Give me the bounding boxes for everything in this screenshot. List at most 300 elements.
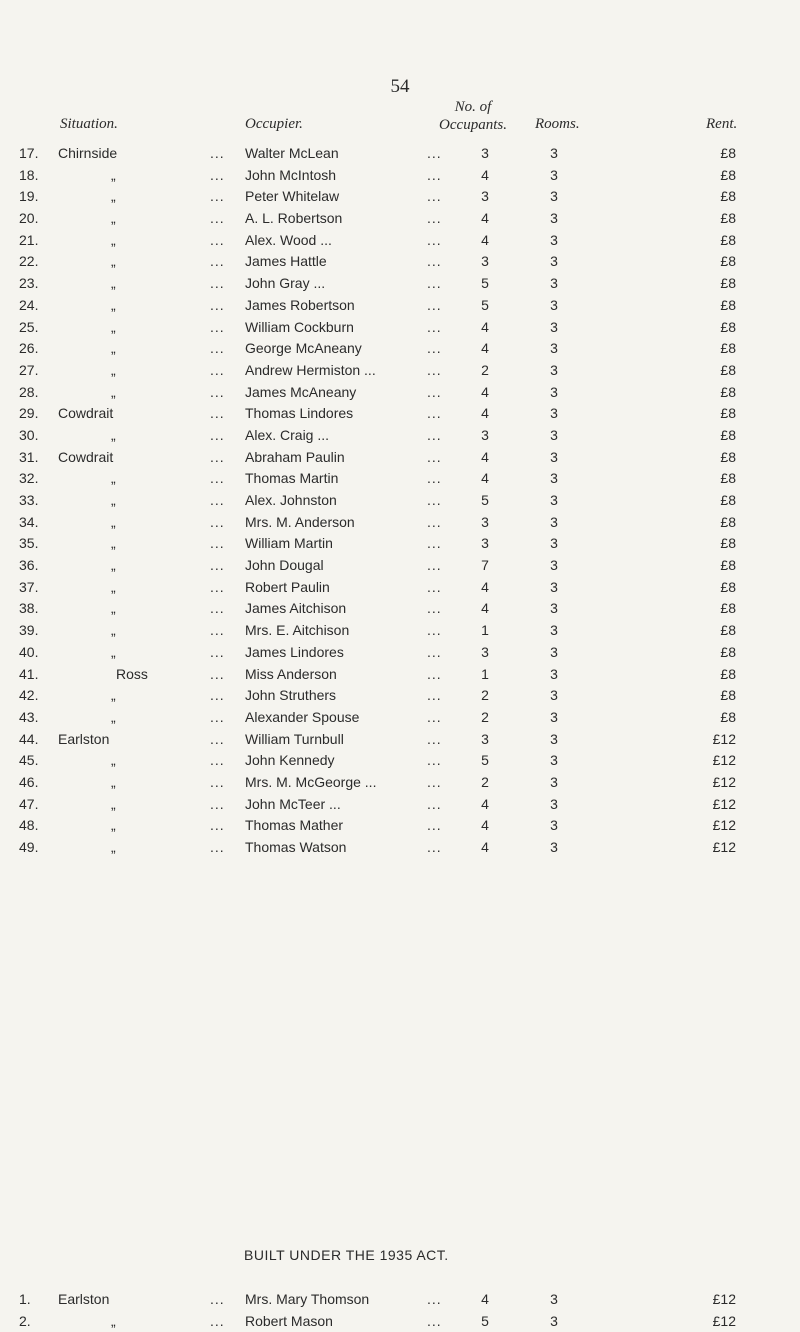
leader-dots: ... [210,513,225,530]
row-number: 46. [19,773,39,790]
rooms-cell: 3 [550,145,558,161]
leader-dots: ... [427,708,442,725]
occupier-cell: James Hattle [245,253,327,270]
occupants-cell: 2 [481,687,489,704]
row-number: 29. [19,405,39,422]
situation-cell: „ [111,687,116,704]
situation-cell: „ [111,361,116,378]
leader-dots: ... [210,600,225,617]
occupants-cell: 2 [481,773,489,790]
situation-cell: „ [111,839,116,855]
rent-cell: £8 [720,361,736,378]
table-row [0,707,800,729]
occupants-cell: 4 [481,839,489,855]
leader-dots: ... [210,730,225,747]
situation-cell: „ [111,643,116,660]
situation-cell: Earlston [58,1291,110,1307]
row-number: 23. [19,275,39,292]
table-row [0,729,800,751]
leader-dots: ... [210,557,225,574]
occupier-cell: Thomas Watson [245,839,347,855]
rent-cell: £8 [720,470,736,487]
row-number: 1. [19,1291,31,1307]
rent-cell: £12 [712,773,736,790]
leader-dots: ... [210,275,225,292]
row-number: 32. [19,470,39,487]
rooms-cell: 3 [550,383,558,400]
leader-dots: ... [210,492,225,508]
rooms-cell: 3 [550,188,558,205]
occupier-cell: Andrew Hermiston ... [245,361,376,378]
occupants-cell: 4 [481,405,489,422]
leader-dots: ... [427,622,442,639]
rent-cell: £8 [720,296,736,313]
rooms-cell: 3 [550,730,558,747]
occupier-cell: Alex. Craig ... [245,426,330,443]
situation-cell: Chirnside [58,145,118,161]
situation-cell: „ [111,578,116,595]
table-row [0,165,800,187]
occupier-cell: Robert Mason [245,1312,333,1329]
occupants-cell: 4 [481,340,489,357]
leader-dots: ... [427,426,442,443]
occupants-cell: 4 [481,578,489,595]
leader-dots: ... [427,513,442,530]
rent-cell: £8 [720,188,736,205]
rent-cell: £8 [720,600,736,617]
row-number: 44. [19,730,39,747]
table-row [0,490,800,512]
situation-cell: „ [111,188,116,205]
leader-dots: ... [427,448,442,465]
occupier-cell: Abraham Paulin [245,448,345,465]
situation-cell: „ [111,1312,116,1329]
table-row [0,664,800,686]
leader-dots: ... [427,665,442,682]
table-row [0,317,800,339]
rooms-cell: 3 [550,600,558,617]
row-number: 49. [19,839,39,855]
table-row [0,338,800,360]
rooms-cell: 3 [550,752,558,769]
rooms-cell: 3 [550,448,558,465]
rooms-cell: 3 [550,578,558,595]
leader-dots: ... [427,318,442,335]
leader-dots: ... [210,426,225,443]
leader-dots: ... [427,188,442,205]
leader-dots: ... [427,275,442,292]
leader-dots: ... [210,578,225,595]
rent-cell: £8 [720,340,736,357]
rent-cell: £8 [720,492,736,508]
situation-cell: „ [111,492,116,508]
leader-dots: ... [427,1312,442,1329]
occupants-cell: 3 [481,145,489,161]
rent-cell: £8 [720,448,736,465]
leader-dots: ... [210,210,225,227]
row-number: 27. [19,361,39,378]
rooms-cell: 3 [550,839,558,855]
header-occupants-top: No. of [454,99,492,115]
leader-dots: ... [427,752,442,769]
leader-dots: ... [427,231,442,248]
occupier-cell: William Turnbull [245,730,344,747]
leader-dots: ... [210,448,225,465]
leader-dots: ... [427,578,442,595]
leader-dots: ... [427,1291,442,1307]
row-number: 42. [19,687,39,704]
rooms-cell: 3 [550,231,558,248]
occupants-cell: 4 [481,383,489,400]
occupants-cell: 1 [481,622,489,639]
situation-cell: Earlston [58,730,110,747]
occupants-cell: 4 [481,210,489,227]
occupants-cell: 4 [481,231,489,248]
rooms-cell: 3 [550,773,558,790]
table-row [0,685,800,707]
occupants-cell: 4 [481,470,489,487]
rent-cell: £12 [712,795,736,812]
table-row [0,186,800,208]
occupier-cell: Mrs. Mary Thomson [245,1291,370,1307]
leader-dots: ... [210,687,225,704]
leader-dots: ... [427,687,442,704]
rooms-cell: 3 [550,492,558,508]
rent-cell: £8 [720,426,736,443]
occupier-cell: Peter Whitelaw [245,188,340,205]
leader-dots: ... [210,361,225,378]
occupier-cell: Walter McLean [245,145,339,161]
occupants-cell: 3 [481,188,489,205]
row-number: 2. [19,1312,31,1329]
table-row [0,447,800,469]
situation-cell: „ [111,426,116,443]
rent-cell: £8 [720,318,736,335]
leader-dots: ... [210,188,225,205]
rooms-cell: 3 [550,318,558,335]
leader-dots: ... [427,210,442,227]
leader-dots: ... [427,492,442,508]
table-row [0,642,800,664]
occupier-cell: Alex. Johnston [245,492,337,508]
occupants-cell: 5 [481,275,489,292]
table-row [0,620,800,642]
rooms-cell: 3 [550,275,558,292]
row-number: 40. [19,643,39,660]
leader-dots: ... [210,752,225,769]
leader-dots: ... [210,383,225,400]
header-rooms: Rooms. [535,116,580,132]
leader-dots: ... [210,318,225,335]
row-number: 34. [19,513,39,530]
row-number: 30. [19,426,39,443]
situation-cell: „ [111,383,116,400]
occupier-cell: Alex. Wood ... [245,231,332,248]
rooms-cell: 3 [550,1312,558,1329]
situation-cell: „ [111,210,116,227]
situation-cell: „ [111,275,116,292]
leader-dots: ... [210,839,225,855]
situation-cell: „ [111,513,116,530]
table-row [0,403,800,425]
table-row [0,143,800,165]
rooms-cell: 3 [550,708,558,725]
row-number: 19. [19,188,39,205]
situation-cell: „ [111,773,116,790]
occupier-cell: John McTeer ... [245,795,341,812]
occupier-cell: John Struthers [245,687,337,704]
occupants-cell: 5 [481,492,489,508]
rent-cell: £8 [720,513,736,530]
leader-dots: ... [210,296,225,313]
leader-dots: ... [427,817,442,834]
table-row [0,468,800,490]
leader-dots: ... [427,340,442,357]
occupants-cell: 1 [481,665,489,682]
leader-dots: ... [427,253,442,270]
occupants-cell: 2 [481,361,489,378]
leader-dots: ... [427,600,442,617]
situation-cell: „ [111,752,116,769]
row-number: 22. [19,253,39,270]
rent-cell: £8 [720,687,736,704]
table-row [0,1289,800,1311]
table-row [0,555,800,577]
leader-dots: ... [427,535,442,552]
situation-cell: Cowdrait [58,448,114,465]
rooms-cell: 3 [550,296,558,313]
table-row [0,425,800,447]
rent-cell: £8 [720,145,736,161]
row-number: 37. [19,578,39,595]
leader-dots: ... [427,361,442,378]
rent-cell: £8 [720,643,736,660]
table-row [0,251,800,273]
table-row [0,772,800,794]
rent-cell: £8 [720,166,736,183]
occupier-cell: Miss Anderson [245,665,337,682]
row-number: 36. [19,557,39,574]
leader-dots: ... [427,296,442,313]
rooms-cell: 3 [550,405,558,422]
rent-cell: £12 [712,730,736,747]
occupier-cell: James Aitchison [245,600,347,617]
situation-cell: „ [111,557,116,574]
occupants-cell: 4 [481,600,489,617]
occupier-cell: James McAneany [245,383,357,400]
occupants-cell: 3 [481,643,489,660]
rent-cell: £12 [712,752,736,769]
row-number: 25. [19,318,39,335]
section-title-text: BUILT UNDER THE 1935 ACT. [244,1247,449,1263]
rooms-cell: 3 [550,535,558,552]
occupants-cell: 4 [481,318,489,335]
table-row [0,577,800,599]
situation-cell: „ [111,166,116,183]
occupier-cell: Alexander Spouse [245,708,360,725]
occupier-cell: Thomas Lindores [245,405,354,422]
leader-dots: ... [427,795,442,812]
leader-dots: ... [210,340,225,357]
leader-dots: ... [210,708,225,725]
occupier-cell: John Gray ... [245,275,326,292]
leader-dots: ... [210,643,225,660]
situation-cell: „ [111,296,116,313]
header-occupier: Occupier. [245,116,303,132]
rooms-cell: 3 [550,1291,558,1307]
occupants-cell: 3 [481,426,489,443]
occupants-cell: 4 [481,166,489,183]
occupier-cell: Mrs. M. Anderson [245,513,355,530]
table-row [0,295,800,317]
leader-dots: ... [427,730,442,747]
rent-cell: £8 [720,708,736,725]
leader-dots: ... [427,383,442,400]
leader-dots: ... [210,795,225,812]
row-number: 28. [19,383,39,400]
row-number: 39. [19,622,39,639]
leader-dots: ... [210,166,225,183]
rent-cell: £8 [720,210,736,227]
occupants-cell: 7 [481,557,489,574]
occupants-cell: 5 [481,1312,489,1329]
table-row [0,533,800,555]
table-row [0,598,800,620]
table-row [0,794,800,816]
row-number: 17. [19,145,39,161]
occupants-cell: 4 [481,448,489,465]
situation-cell: „ [111,622,116,639]
row-number: 38. [19,600,39,617]
occupants-cell: 3 [481,513,489,530]
row-number: 24. [19,296,39,313]
rent-cell: £12 [712,817,736,834]
table-row [0,815,800,837]
situation-cell: „ [111,535,116,552]
situation-cell: „ [111,600,116,617]
row-number: 47. [19,795,39,812]
occupants-cell: 2 [481,708,489,725]
occupier-cell: William Cockburn [245,318,354,335]
occupants-cell: 3 [481,253,489,270]
rent-cell: £8 [720,231,736,248]
rooms-cell: 3 [550,795,558,812]
rent-cell: £8 [720,383,736,400]
rooms-cell: 3 [550,687,558,704]
rooms-cell: 3 [550,643,558,660]
row-number: 41. [19,665,39,682]
row-number: 33. [19,492,39,508]
table-row [0,382,800,404]
header-situation: Situation. [60,116,118,132]
leader-dots: ... [210,817,225,834]
occupier-cell: George McAneany [245,340,362,357]
rent-cell: £8 [720,578,736,595]
occupier-cell: Mrs. E. Aitchison [245,622,350,639]
row-number: 43. [19,708,39,725]
table-row [0,1311,800,1332]
occupier-cell: John Kennedy [245,752,335,769]
rent-cell: £12 [712,1312,736,1329]
row-number: 18. [19,166,39,183]
situation-cell: Ross [116,665,148,682]
situation-cell: „ [111,795,116,812]
occupants-cell: 5 [481,752,489,769]
rent-cell: £8 [720,665,736,682]
occupier-cell: Thomas Mather [245,817,344,834]
rooms-cell: 3 [550,557,558,574]
rooms-cell: 3 [550,166,558,183]
leader-dots: ... [427,145,442,161]
table-row [0,230,800,252]
situation-cell: „ [111,231,116,248]
occupants-cell: 4 [481,795,489,812]
leader-dots: ... [210,470,225,487]
situation-cell: „ [111,318,116,335]
rooms-cell: 3 [550,361,558,378]
leader-dots: ... [210,665,225,682]
rent-cell: £8 [720,405,736,422]
situation-cell: „ [111,340,116,357]
rent-cell: £8 [720,275,736,292]
leader-dots: ... [210,622,225,639]
occupants-cell: 3 [481,730,489,747]
page-number: 54 [390,76,410,97]
leader-dots: ... [210,405,225,422]
table-row [0,512,800,534]
rooms-cell: 3 [550,426,558,443]
leader-dots: ... [427,470,442,487]
leader-dots: ... [210,773,225,790]
leader-dots: ... [427,643,442,660]
situation-cell: „ [111,470,116,487]
table-row [0,837,800,859]
leader-dots: ... [427,773,442,790]
header-occupants-label: Occupants. [439,117,507,133]
leader-dots: ... [210,1291,225,1307]
rooms-cell: 3 [550,340,558,357]
rent-cell: £8 [720,253,736,270]
situation-cell: „ [111,708,116,725]
occupier-cell: Thomas Martin [245,470,339,487]
rooms-cell: 3 [550,817,558,834]
occupier-cell: Robert Paulin [245,578,330,595]
leader-dots: ... [210,231,225,248]
row-number: 21. [19,231,39,248]
rent-cell: £12 [712,1291,736,1307]
occupants-cell: 3 [481,535,489,552]
table-row [0,750,800,772]
occupier-cell: William Martin [245,535,333,552]
row-number: 31. [19,448,39,465]
rooms-cell: 3 [550,665,558,682]
occupier-cell: James Lindores [245,643,344,660]
rooms-cell: 3 [550,622,558,639]
rent-cell: £8 [720,622,736,639]
header-rent: Rent. [706,116,738,132]
row-number: 48. [19,817,39,834]
table-row [0,360,800,382]
leader-dots: ... [427,405,442,422]
row-number: 26. [19,340,39,357]
leader-dots: ... [210,253,225,270]
occupier-cell: A. L. Robertson [245,210,343,227]
occupants-cell: 4 [481,1291,489,1307]
rooms-cell: 3 [550,253,558,270]
leader-dots: ... [427,839,442,855]
rooms-cell: 3 [550,513,558,530]
row-number: 35. [19,535,39,552]
